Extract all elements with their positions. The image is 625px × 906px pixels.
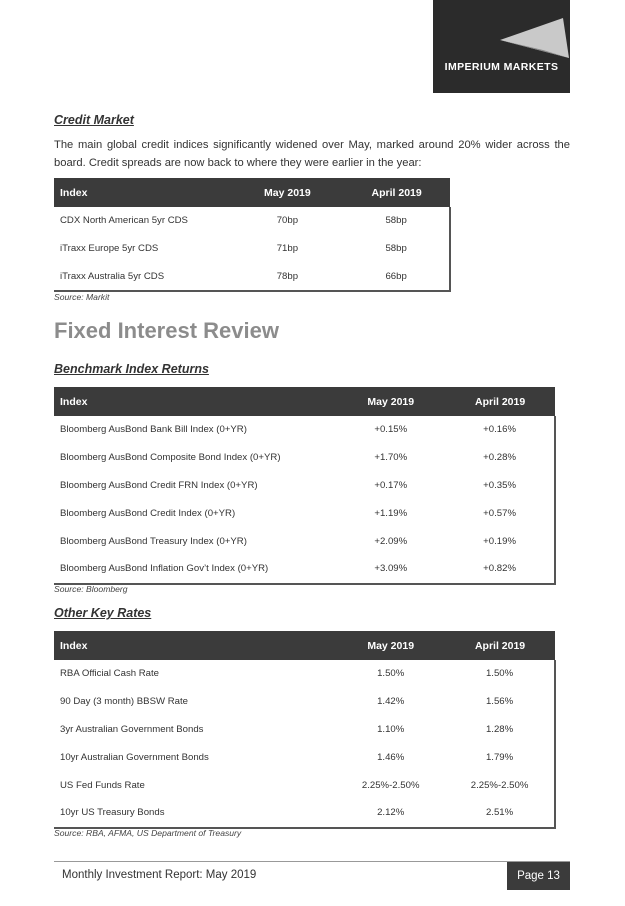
rate-name-cell: 10yr US Treasury Bonds [60, 807, 165, 819]
may-value-cell: 70bp [276, 215, 299, 227]
may-value-cell: 2.12% [377, 807, 405, 819]
table-row [54, 743, 555, 771]
april-value-cell: +0.16% [483, 424, 516, 436]
index-name-cell: Bloomberg AusBond Bank Bill Index (0+YR) [60, 424, 247, 436]
may-value-cell: +0.15% [374, 424, 408, 436]
april-value-cell: +0.19% [483, 535, 516, 547]
column-header: Index [54, 178, 232, 207]
footer-divider [54, 861, 570, 862]
may-value-cell: 71bp [276, 243, 299, 255]
credit-market-source: Source: Markit [54, 292, 110, 302]
may-value-cell: 1.50% [377, 668, 405, 680]
fixed-interest-title: Fixed Interest Review [54, 318, 279, 343]
table-row [54, 527, 555, 555]
table-row [54, 235, 450, 263]
other-rates-source: Source: RBA, AFMA, US Department of Treasury [54, 828, 242, 838]
index-name-cell: Bloomberg AusBond Composite Bond Index (0+YR) [60, 452, 281, 464]
column-header: May 2019 [336, 631, 445, 660]
april-value-cell: 1.28% [485, 723, 514, 735]
may-value-cell: 2.25%-2.50% [361, 779, 420, 791]
column-header: Index [54, 387, 336, 416]
april-value-cell: +0.57% [483, 507, 516, 519]
may-value-cell: 1.10% [377, 723, 405, 735]
index-name-cell: iTraxx Australia 5yr CDS [60, 270, 165, 282]
credit-market-paragraph: The main global credit indices significantly widened over May, marked around 20% wider across the board. Credit spreads are now back to where they were earlier in the year: [54, 139, 570, 169]
april-value-cell: 1.79% [485, 751, 514, 763]
may-value-cell: +2.09% [374, 535, 408, 547]
index-name-cell: CDX North American 5yr CDS [60, 215, 188, 227]
rate-name-cell: 10yr Australian Government Bonds [60, 751, 209, 763]
may-value-cell: +1.70% [374, 452, 408, 464]
table-header-row [54, 387, 555, 416]
rate-name-cell: US Fed Funds Rate [60, 779, 145, 791]
april-value-cell: 1.56% [485, 696, 514, 708]
table-row [54, 716, 555, 744]
credit-market-heading: Credit Market [54, 113, 134, 127]
table-row [54, 263, 450, 292]
table-row [54, 444, 555, 472]
may-value-cell: 78bp [276, 270, 299, 282]
footer-report-title: Monthly Investment Report: May 2019 [62, 869, 257, 881]
april-value-cell: 1.50% [485, 668, 514, 680]
table-header-row [54, 631, 555, 660]
logo-wing-icon [433, 0, 570, 93]
column-header: May 2019 [232, 178, 344, 207]
column-header: April 2019 [343, 178, 450, 207]
april-value-cell: 58bp [385, 215, 407, 227]
table-row [54, 688, 555, 716]
credit-market-table [54, 178, 451, 292]
other-rates-table [54, 631, 556, 829]
table-row [54, 472, 555, 500]
index-name-cell: iTraxx Europe 5yr CDS [60, 243, 159, 255]
page-number-label: Page 13 [517, 870, 560, 882]
page-number [507, 862, 570, 890]
benchmark-heading: Benchmark Index Returns [54, 362, 209, 376]
column-header: Index [54, 631, 336, 660]
table-row [54, 499, 555, 527]
table-row [54, 207, 450, 235]
logo-text: IMPERIUM MARKETS [444, 61, 559, 73]
april-value-cell: 66bp [385, 270, 407, 282]
other-rates-heading: Other Key Rates [54, 606, 152, 620]
table-row [54, 555, 555, 584]
table-header-row [54, 178, 450, 207]
april-value-cell: +0.28% [483, 452, 516, 464]
index-name-cell: Bloomberg AusBond Inflation Gov’t Index (0+YR) [60, 563, 269, 575]
rate-name-cell: RBA Official Cash Rate [60, 668, 160, 680]
table-row [54, 799, 555, 828]
table-row [54, 771, 555, 799]
column-header: April 2019 [445, 387, 555, 416]
may-value-cell: 1.42% [377, 696, 405, 708]
rate-name-cell: 3yr Australian Government Bonds [60, 723, 204, 735]
may-value-cell: +1.19% [374, 507, 408, 519]
april-value-cell: +0.82% [483, 563, 516, 575]
index-name-cell: Bloomberg AusBond Credit Index (0+YR) [60, 507, 236, 519]
column-header: April 2019 [445, 631, 555, 660]
may-value-cell: 1.46% [377, 751, 405, 763]
benchmark-table [54, 387, 556, 585]
may-value-cell: +0.17% [374, 479, 408, 491]
april-value-cell: 58bp [385, 243, 407, 255]
index-name-cell: Bloomberg AusBond Credit FRN Index (0+YR) [60, 479, 258, 491]
may-value-cell: +3.09% [374, 563, 408, 575]
company-logo [433, 0, 570, 93]
rate-name-cell: 90 Day (3 month) BBSW Rate [60, 696, 188, 708]
april-value-cell: 2.25%-2.50% [470, 779, 529, 791]
april-value-cell: 2.51% [485, 807, 514, 819]
column-header: May 2019 [336, 387, 445, 416]
index-name-cell: Bloomberg AusBond Treasury Index (0+YR) [60, 535, 247, 547]
table-row [54, 416, 555, 444]
table-row [54, 660, 555, 688]
april-value-cell: +0.35% [483, 479, 516, 491]
benchmark-source: Source: Bloomberg [54, 584, 128, 594]
